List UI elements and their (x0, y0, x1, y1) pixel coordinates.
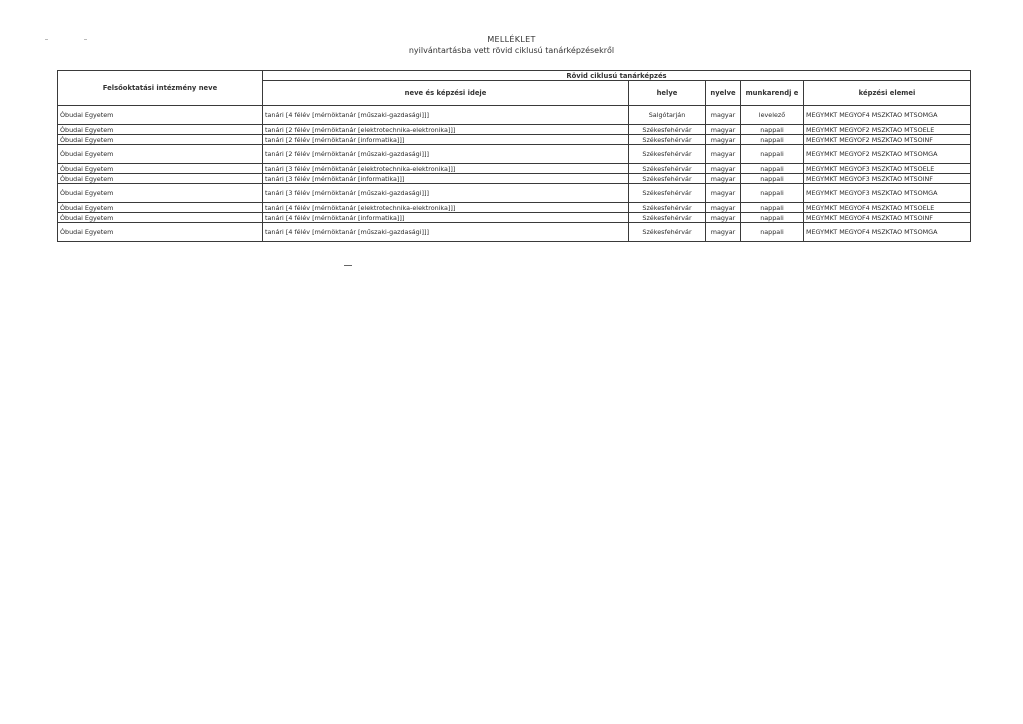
cell-place: Székesfehérvár (629, 125, 706, 135)
table-row (58, 135, 971, 145)
cell-place: Székesfehérvár (629, 184, 706, 203)
cell-name: tanári [2 félév [mérnöktanár [elektrotechnika-elektronika]]] (263, 125, 629, 135)
cell-institution: Óbudai Egyetem (58, 203, 263, 213)
cell-name: tanári [4 félév [mérnöktanár [műszaki-gazdasági]]] (263, 223, 629, 242)
cell-institution: Óbudai Egyetem (58, 213, 263, 223)
cell-elements: MEGYMKT MEGYOF2 MSZKTAO MTSOINF (804, 135, 971, 145)
table-row (58, 213, 971, 223)
cell-name: tanári [4 félév [mérnöktanár [műszaki-gazdasági]]] (263, 106, 629, 125)
col-header-name: neve és képzési ideje (263, 81, 629, 106)
table-row (58, 203, 971, 213)
document-header (0, 34, 1023, 56)
cell-schedule: nappali (741, 125, 804, 135)
cell-institution: Óbudai Egyetem (58, 184, 263, 203)
cell-elements: MEGYMKT MEGYOF4 MSZKTAO MTSOINF (804, 213, 971, 223)
cell-name: tanári [3 félév [mérnöktanár [műszaki-gazdasági]]] (263, 184, 629, 203)
cell-language: magyar (706, 213, 741, 223)
cell-schedule: nappali (741, 164, 804, 174)
cell-language: magyar (706, 174, 741, 184)
cell-elements: MEGYMKT MEGYOF2 MSZKTAO MTSOELE (804, 125, 971, 135)
cell-place: Székesfehérvár (629, 223, 706, 242)
col-header-schedule: munkarendj e (741, 81, 804, 106)
cell-institution: Óbudai Egyetem (58, 106, 263, 125)
training-table (57, 70, 971, 242)
cell-name: tanári [3 félév [mérnöktanár [informatika]]] (263, 174, 629, 184)
cell-language: magyar (706, 184, 741, 203)
cell-elements: MEGYMKT MEGYOF4 MSZKTAO MTSOELE (804, 203, 971, 213)
cell-institution: Óbudai Egyetem (58, 164, 263, 174)
cell-language: magyar (706, 223, 741, 242)
cell-place: Székesfehérvár (629, 203, 706, 213)
table-row (58, 145, 971, 164)
cell-schedule: nappali (741, 145, 804, 164)
stray-mark (344, 265, 352, 266)
cell-schedule: nappali (741, 213, 804, 223)
cell-place: Székesfehérvár (629, 213, 706, 223)
cell-institution: Óbudai Egyetem (58, 174, 263, 184)
col-header-elements: képzési elemei (804, 81, 971, 106)
cell-language: magyar (706, 145, 741, 164)
training-table-wrapper (57, 70, 970, 242)
cell-language: magyar (706, 135, 741, 145)
cell-place: Székesfehérvár (629, 164, 706, 174)
cell-place: Székesfehérvár (629, 174, 706, 184)
table-row (58, 164, 971, 174)
col-header-language: nyelve (706, 81, 741, 106)
cell-institution: Óbudai Egyetem (58, 135, 263, 145)
cell-elements: MEGYMKT MEGYOF2 MSZKTAO MTSOMGA (804, 145, 971, 164)
table-row (58, 174, 971, 184)
cell-elements: MEGYMKT MEGYOF4 MSZKTAO MTSOMGA (804, 106, 971, 125)
col-header-institution: Felsőoktatási intézmény neve (58, 71, 263, 106)
cell-name: tanári [4 félév [mérnöktanár [informatika]]] (263, 213, 629, 223)
col-header-place: helye (629, 81, 706, 106)
table-header-row-group (58, 71, 971, 81)
cell-language: magyar (706, 164, 741, 174)
cell-schedule: levelező (741, 106, 804, 125)
cell-language: magyar (706, 203, 741, 213)
table-row (58, 223, 971, 242)
table-row (58, 106, 971, 125)
col-header-group: Rövid ciklusú tanárképzés (263, 71, 971, 81)
cell-place: Székesfehérvár (629, 135, 706, 145)
cell-schedule: nappali (741, 223, 804, 242)
cell-language: magyar (706, 125, 741, 135)
cell-elements: MEGYMKT MEGYOF3 MSZKTAO MTSOMGA (804, 184, 971, 203)
table-body (58, 106, 971, 242)
cell-elements: MEGYMKT MEGYOF4 MSZKTAO MTSOMGA (804, 223, 971, 242)
cell-schedule: nappali (741, 184, 804, 203)
table-row (58, 125, 971, 135)
cell-place: Székesfehérvár (629, 145, 706, 164)
cell-place: Salgótarján (629, 106, 706, 125)
document-subtitle: nyilvántartásba vett rövid ciklusú tanárképzésekről (408, 46, 615, 55)
cell-schedule: nappali (741, 174, 804, 184)
cell-schedule: nappali (741, 203, 804, 213)
cell-schedule: nappali (741, 135, 804, 145)
cell-institution: Óbudai Egyetem (58, 223, 263, 242)
cell-elements: MEGYMKT MEGYOF3 MSZKTAO MTSOINF (804, 174, 971, 184)
cell-institution: Óbudai Egyetem (58, 145, 263, 164)
table-row (58, 184, 971, 203)
cell-name: tanári [2 félév [mérnöktanár [informatika]]] (263, 135, 629, 145)
cell-elements: MEGYMKT MEGYOF3 MSZKTAO MTSOELE (804, 164, 971, 174)
cell-name: tanári [2 félév [mérnöktanár [műszaki-gazdasági]]] (263, 145, 629, 164)
cell-institution: Óbudai Egyetem (58, 125, 263, 135)
document-title: MELLÉKLET (487, 35, 536, 44)
cell-language: magyar (706, 106, 741, 125)
cell-name: tanári [4 félév [mérnöktanár [elektrotechnika-elektronika]]] (263, 203, 629, 213)
cell-name: tanári [3 félév [mérnöktanár [elektrotechnika-elektronika]]] (263, 164, 629, 174)
